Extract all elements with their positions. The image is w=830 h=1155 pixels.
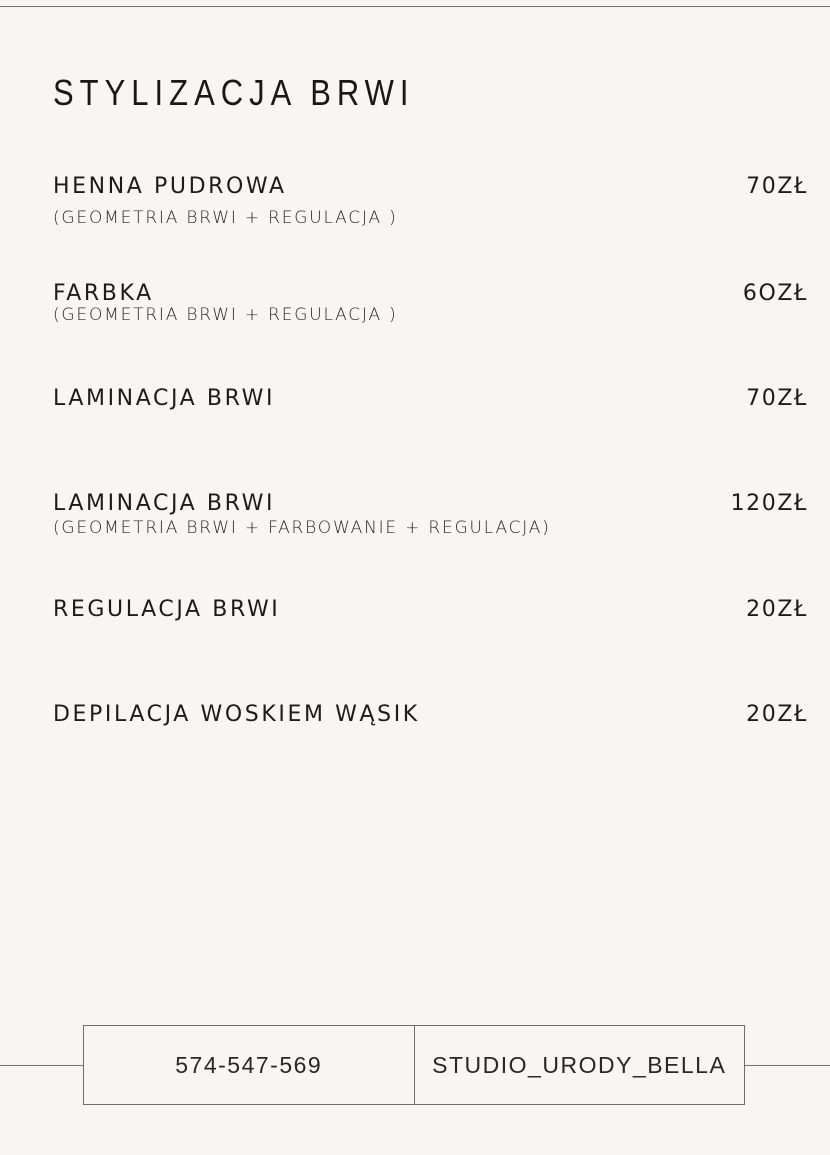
service-price: 120ZŁ: [730, 491, 808, 516]
service-description: (GEOMETRIA BRWI + REGULACJA ): [53, 208, 398, 228]
service-price: 6OZŁ: [742, 281, 808, 306]
footer-divider-right: [745, 1065, 830, 1066]
service-name: REGULACJA BRWI: [53, 597, 281, 622]
service-description: (GEOMETRIA BRWI + FARBOWANIE + REGULACJA): [53, 518, 551, 538]
service-price: 20ZŁ: [746, 702, 808, 727]
service-name: HENNA PUDROWA: [53, 174, 287, 199]
service-description: (GEOMETRIA BRWI + REGULACJA ): [53, 305, 398, 325]
phone-number: 574-547-569: [175, 1051, 323, 1078]
service-price: 20ZŁ: [746, 597, 808, 622]
contact-box: [83, 1025, 745, 1105]
page-title: STYLIZACJA BRWI: [53, 72, 415, 113]
service-name: FARBKA: [53, 281, 154, 306]
service-name: DEPILACJA WOSKIEM WĄSIK: [53, 702, 420, 727]
service-price: 70ZŁ: [746, 174, 808, 199]
service-name: LAMINACJA BRWI: [53, 491, 276, 516]
footer-divider-left: [0, 1065, 83, 1066]
service-name: LAMINACJA BRWI: [53, 386, 276, 411]
service-price: 70ZŁ: [746, 386, 808, 411]
top-divider: [0, 6, 830, 7]
social-handle: STUDIO_URODY_BELLA: [414, 1026, 745, 1104]
